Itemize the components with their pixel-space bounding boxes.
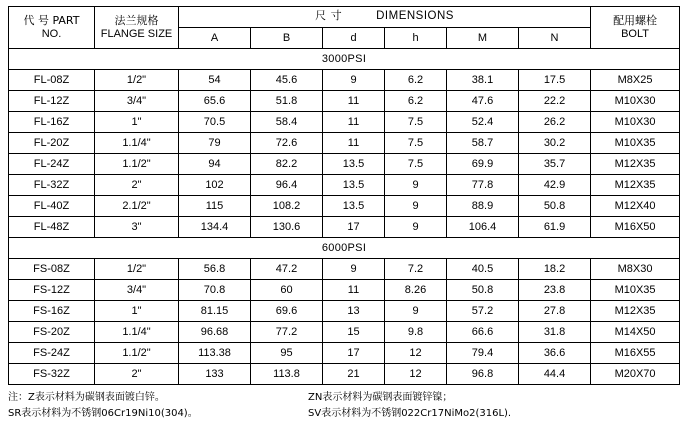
- header-col-m: M: [447, 28, 519, 49]
- header-flange-size: [95, 7, 179, 49]
- header-col-a: A: [179, 28, 251, 49]
- cell-dim-h: 8.26: [385, 280, 447, 301]
- cell-dim-d: 15: [323, 322, 385, 343]
- cell-dim-h: 7.2: [385, 259, 447, 280]
- header-flange-cn: 法兰规格: [95, 15, 178, 28]
- section-header-row: [9, 49, 680, 70]
- cell-bolt: M8X25: [591, 70, 680, 91]
- cell-dim-m: 40.5: [447, 259, 519, 280]
- cell-dim-b: 51.8: [251, 91, 323, 112]
- cell-dim-m: 38.1: [447, 70, 519, 91]
- cell-dim-m: 50.8: [447, 280, 519, 301]
- cell-part-no: FL-40Z: [9, 196, 95, 217]
- cell-dim-b: 58.4: [251, 112, 323, 133]
- table-row: [9, 343, 680, 364]
- cell-bolt: M10X30: [591, 112, 680, 133]
- cell-dim-m: 96.8: [447, 364, 519, 385]
- cell-bolt: M10X35: [591, 280, 680, 301]
- header-part-en: NO.: [9, 28, 94, 41]
- header-col-n: N: [519, 28, 591, 49]
- cell-dim-a: 65.6: [179, 91, 251, 112]
- cell-dim-a: 70.8: [179, 280, 251, 301]
- cell-flange-size: 3/4": [95, 91, 179, 112]
- header-bolt: [591, 7, 680, 49]
- header-col-h: h: [385, 28, 447, 49]
- table-row: [9, 322, 680, 343]
- cell-flange-size: 1": [95, 112, 179, 133]
- cell-dim-n: 23.8: [519, 280, 591, 301]
- cell-dim-b: 95: [251, 343, 323, 364]
- cell-bolt: M14X50: [591, 322, 680, 343]
- cell-flange-size: 3": [95, 217, 179, 238]
- cell-flange-size: 1.1/2": [95, 343, 179, 364]
- cell-flange-size: 1.1/4": [95, 133, 179, 154]
- table-row: [9, 364, 680, 385]
- cell-dim-n: 18.2: [519, 259, 591, 280]
- cell-dim-m: 58.7: [447, 133, 519, 154]
- table-row: [9, 175, 680, 196]
- cell-part-no: FS-12Z: [9, 280, 95, 301]
- table-row: [9, 280, 680, 301]
- table-row: [9, 259, 680, 280]
- cell-dim-m: 66.6: [447, 322, 519, 343]
- note-z: 注：Z表示材料为碳钢表面镀白锌。: [8, 390, 308, 406]
- cell-dim-n: 50.8: [519, 196, 591, 217]
- cell-part-no: FL-16Z: [9, 112, 95, 133]
- cell-dim-h: 12: [385, 364, 447, 385]
- cell-flange-size: 1.1/4": [95, 322, 179, 343]
- cell-dim-m: 57.2: [447, 301, 519, 322]
- table-row: [9, 133, 680, 154]
- table-body: [9, 49, 680, 385]
- notes-row-1: [8, 390, 679, 406]
- header-part-cn: 代 号 PART: [9, 15, 94, 28]
- cell-dim-n: 44.4: [519, 364, 591, 385]
- cell-dim-d: 17: [323, 343, 385, 364]
- cell-dim-n: 35.7: [519, 154, 591, 175]
- cell-dim-b: 77.2: [251, 322, 323, 343]
- cell-dim-n: 27.8: [519, 301, 591, 322]
- cell-dim-n: 36.6: [519, 343, 591, 364]
- cell-dim-a: 79: [179, 133, 251, 154]
- cell-dim-h: 7.5: [385, 112, 447, 133]
- cell-dim-n: 30.2: [519, 133, 591, 154]
- cell-bolt: M12X35: [591, 301, 680, 322]
- cell-dim-b: 108.2: [251, 196, 323, 217]
- cell-part-no: FS-24Z: [9, 343, 95, 364]
- cell-dim-a: 102: [179, 175, 251, 196]
- cell-bolt: M20X70: [591, 364, 680, 385]
- header-col-d: d: [323, 28, 385, 49]
- cell-bolt: M10X30: [591, 91, 680, 112]
- cell-dim-h: 6.2: [385, 70, 447, 91]
- header-dimensions: [179, 7, 591, 28]
- note-zn: ZN表示材料为碳钢表面镀锌镍；: [308, 390, 679, 406]
- cell-flange-size: 1/2": [95, 259, 179, 280]
- cell-flange-size: 2.1/2": [95, 196, 179, 217]
- cell-dim-b: 47.2: [251, 259, 323, 280]
- cell-dim-n: 26.2: [519, 112, 591, 133]
- cell-dim-h: 9: [385, 217, 447, 238]
- cell-dim-h: 9.8: [385, 322, 447, 343]
- cell-bolt: M16X55: [591, 343, 680, 364]
- section-title: 3000PSI: [9, 49, 680, 70]
- cell-dim-d: 9: [323, 259, 385, 280]
- cell-dim-h: 6.2: [385, 91, 447, 112]
- cell-dim-d: 11: [323, 280, 385, 301]
- cell-flange-size: 2": [95, 364, 179, 385]
- cell-dim-d: 17: [323, 217, 385, 238]
- cell-dim-m: 52.4: [447, 112, 519, 133]
- cell-dim-n: 31.8: [519, 322, 591, 343]
- table-row: [9, 196, 680, 217]
- cell-dim-n: 17.5: [519, 70, 591, 91]
- table-row: [9, 91, 680, 112]
- cell-part-no: FL-24Z: [9, 154, 95, 175]
- cell-dim-a: 115: [179, 196, 251, 217]
- cell-part-no: FS-32Z: [9, 364, 95, 385]
- cell-part-no: FL-08Z: [9, 70, 95, 91]
- cell-part-no: FS-08Z: [9, 259, 95, 280]
- header-bolt-en: BOLT: [591, 28, 679, 41]
- cell-dim-h: 9: [385, 301, 447, 322]
- cell-dim-b: 113.8: [251, 364, 323, 385]
- cell-dim-a: 54: [179, 70, 251, 91]
- cell-dim-h: 9: [385, 175, 447, 196]
- cell-dim-h: 7.5: [385, 154, 447, 175]
- cell-dim-n: 61.9: [519, 217, 591, 238]
- cell-dim-d: 13: [323, 301, 385, 322]
- cell-part-no: FL-32Z: [9, 175, 95, 196]
- header-row-top: [9, 7, 680, 28]
- section-title: 6000PSI: [9, 238, 680, 259]
- header-part-no: [9, 7, 95, 49]
- cell-dim-b: 45.6: [251, 70, 323, 91]
- cell-bolt: M12X40: [591, 196, 680, 217]
- cell-dim-h: 12: [385, 343, 447, 364]
- note-sv: SV表示材料为不锈钢022Cr17NiMo2(316L).: [308, 406, 679, 421]
- cell-dim-m: 77.8: [447, 175, 519, 196]
- cell-dim-d: 9: [323, 70, 385, 91]
- cell-bolt: M8X30: [591, 259, 680, 280]
- flange-dimension-table: [8, 6, 680, 385]
- cell-dim-m: 69.9: [447, 154, 519, 175]
- cell-dim-m: 79.4: [447, 343, 519, 364]
- cell-dim-a: 96.68: [179, 322, 251, 343]
- cell-dim-d: 21: [323, 364, 385, 385]
- header-bolt-cn: 配用螺栓: [591, 15, 679, 28]
- cell-dim-b: 72.6: [251, 133, 323, 154]
- table-header: [9, 7, 680, 49]
- cell-dim-a: 134.4: [179, 217, 251, 238]
- cell-dim-b: 82.2: [251, 154, 323, 175]
- table-row: [9, 70, 680, 91]
- cell-part-no: FS-20Z: [9, 322, 95, 343]
- notes-row-2: [8, 406, 679, 421]
- cell-part-no: FL-20Z: [9, 133, 95, 154]
- table-row: [9, 112, 680, 133]
- table-row: [9, 154, 680, 175]
- cell-dim-m: 106.4: [447, 217, 519, 238]
- cell-dim-a: 94: [179, 154, 251, 175]
- header-dimensions-cn: 尺 寸: [315, 10, 342, 23]
- cell-dim-h: 9: [385, 196, 447, 217]
- table-row: [9, 301, 680, 322]
- cell-dim-b: 96.4: [251, 175, 323, 196]
- cell-dim-d: 13.5: [323, 154, 385, 175]
- cell-dim-h: 7.5: [385, 133, 447, 154]
- cell-part-no: FL-48Z: [9, 217, 95, 238]
- cell-dim-d: 13.5: [323, 175, 385, 196]
- notes-block: [8, 390, 679, 421]
- cell-dim-m: 88.9: [447, 196, 519, 217]
- cell-dim-b: 130.6: [251, 217, 323, 238]
- cell-flange-size: 1.1/2": [95, 154, 179, 175]
- cell-bolt: M12X35: [591, 154, 680, 175]
- cell-flange-size: 3/4": [95, 280, 179, 301]
- cell-dim-a: 70.5: [179, 112, 251, 133]
- cell-part-no: FL-12Z: [9, 91, 95, 112]
- cell-flange-size: 1/2": [95, 70, 179, 91]
- cell-dim-b: 60: [251, 280, 323, 301]
- cell-bolt: M10X35: [591, 133, 680, 154]
- header-col-b: B: [251, 28, 323, 49]
- cell-part-no: FS-16Z: [9, 301, 95, 322]
- cell-dim-a: 81.15: [179, 301, 251, 322]
- cell-dim-b: 69.6: [251, 301, 323, 322]
- cell-dim-a: 56.8: [179, 259, 251, 280]
- header-flange-en: FLANGE SIZE: [95, 28, 178, 41]
- cell-dim-d: 11: [323, 91, 385, 112]
- cell-dim-d: 11: [323, 133, 385, 154]
- table-row: [9, 217, 680, 238]
- cell-flange-size: 1": [95, 301, 179, 322]
- cell-dim-a: 113.38: [179, 343, 251, 364]
- cell-dim-n: 42.9: [519, 175, 591, 196]
- cell-dim-a: 133: [179, 364, 251, 385]
- header-dimensions-en: DIMENSIONS: [376, 10, 454, 23]
- section-header-row: [9, 238, 680, 259]
- cell-dim-d: 13.5: [323, 196, 385, 217]
- cell-dim-n: 22.2: [519, 91, 591, 112]
- cell-flange-size: 2": [95, 175, 179, 196]
- cell-dim-d: 11: [323, 112, 385, 133]
- cell-bolt: M16X50: [591, 217, 680, 238]
- cell-dim-m: 47.6: [447, 91, 519, 112]
- cell-bolt: M12X35: [591, 175, 680, 196]
- note-sr: SR表示材料为不锈钢06Cr19Ni10(304)。: [8, 406, 308, 421]
